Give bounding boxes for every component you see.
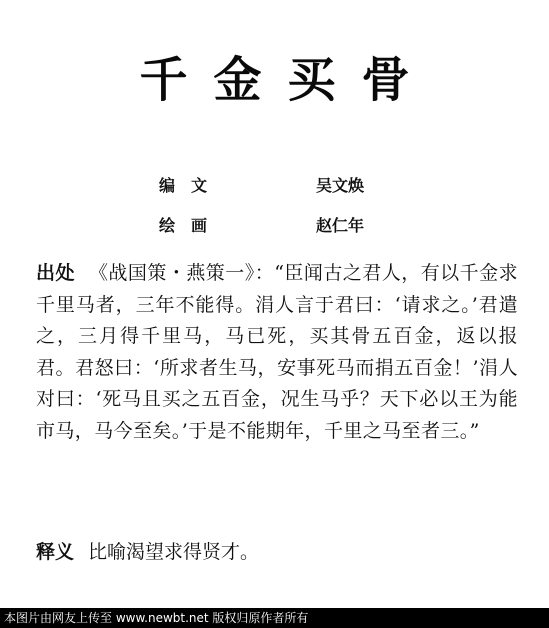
meaning-text: 比喻渴望求得贤才。 <box>88 541 260 563</box>
credit-name: 赵仁年 <box>316 216 365 235</box>
source-paragraph <box>36 258 518 447</box>
source-text: 《战国策・燕策一》：“臣闻古之君人，有以千金求千里马者，三年不能得。涓人言于君曰：‘请求之。’君遣之，三月得千里马，马已死，买其骨五百金，返以报君。君怒曰：‘所求者生马，安事死马而捐五百金！’涓人对曰：‘死马且买之五百金，况生马乎？天下必以王为能市马，马今至矣。’于是不能期年，千里之马至者三。” <box>36 262 518 442</box>
page-title: 千金买骨 <box>139 52 436 108</box>
source-label: 出处 <box>36 262 75 284</box>
credit-name: 吴文焕 <box>316 176 365 195</box>
meaning-paragraph <box>36 538 518 566</box>
watermark-footer: 本图片由网友上传至 www.newbt.net 版权归原作者所有 <box>0 608 549 628</box>
credit-role: 绘 画 <box>159 216 208 235</box>
meaning-label: 释义 <box>36 541 75 563</box>
credit-role: 编 文 <box>159 176 208 195</box>
